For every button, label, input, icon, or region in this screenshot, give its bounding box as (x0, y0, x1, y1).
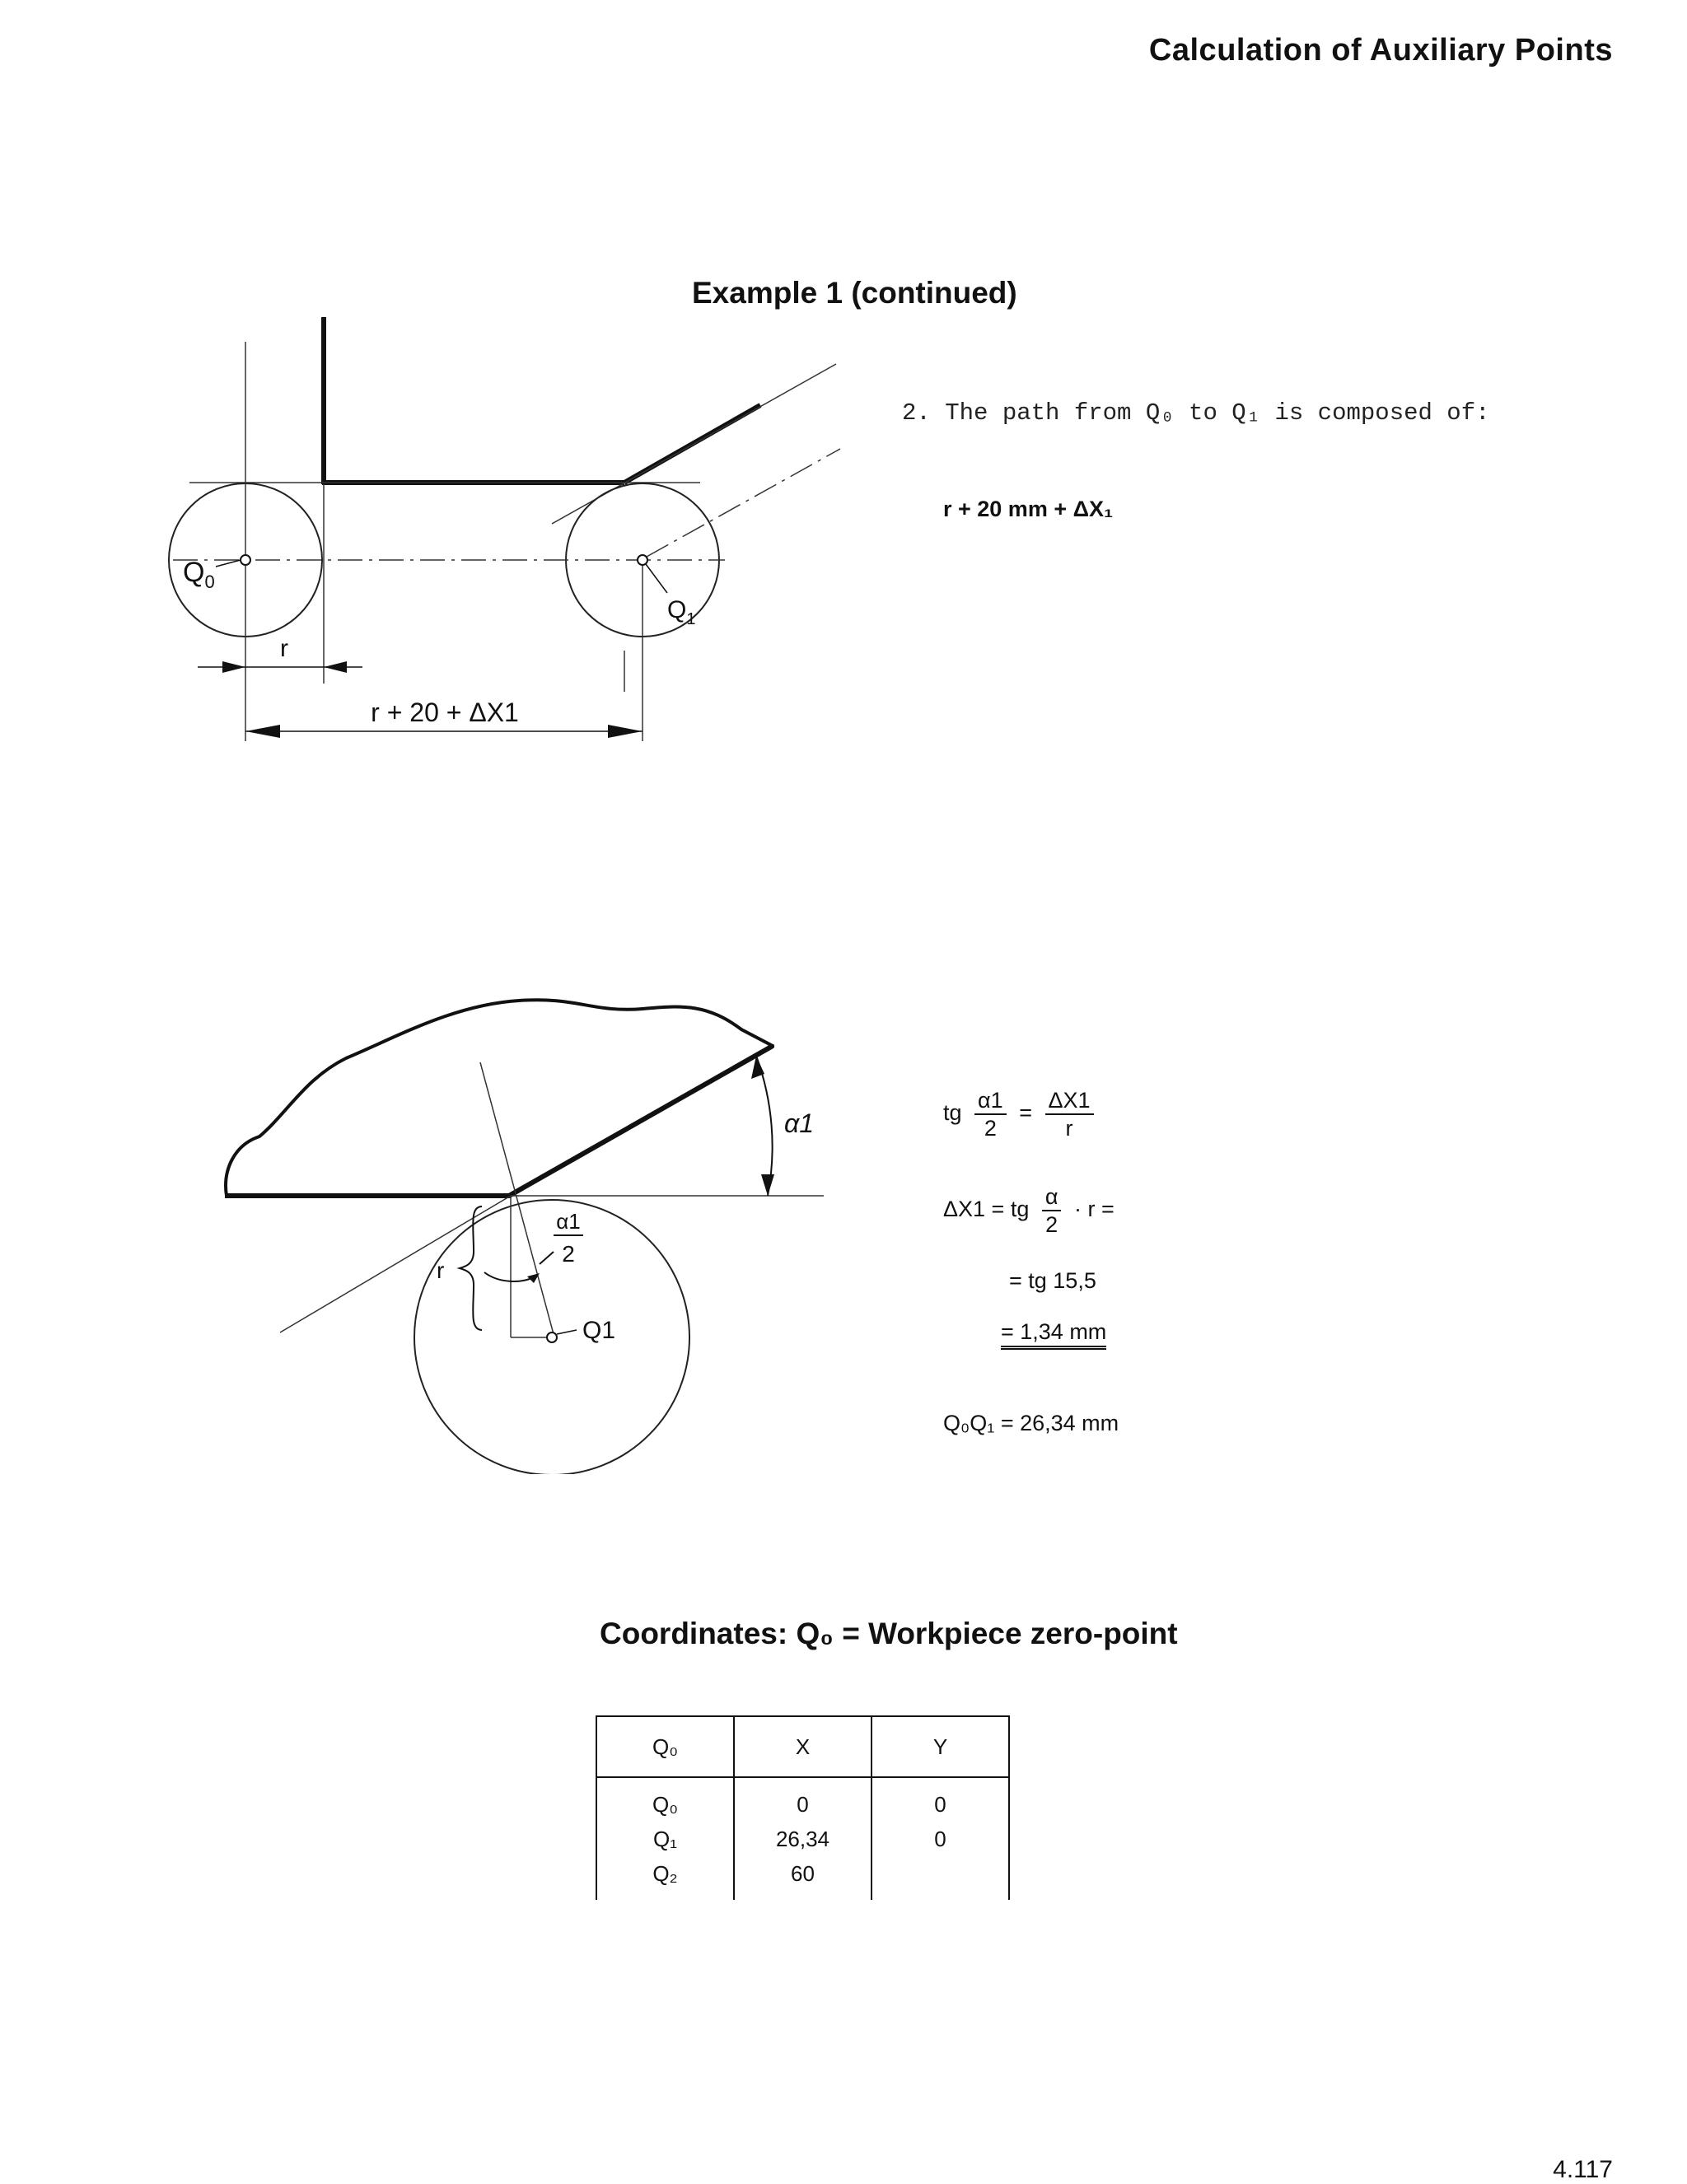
r-label: r (280, 635, 288, 662)
q1-label: Q1 (582, 1317, 616, 1344)
path-diagram (148, 305, 873, 766)
r-label: r (437, 1258, 445, 1283)
table-row: Q₂ 60 (596, 1856, 1009, 1900)
coordinates-table (596, 1715, 1010, 1900)
step2-text: 2. The path from Q₀ to Q₁ is composed of: (902, 399, 1490, 427)
table-row: Q₁ 26,34 0 (596, 1822, 1009, 1856)
angle-diagram (214, 980, 840, 1474)
calc-line1: tg $\frac{\alpha 1}{2}$ = $\frac{\Delta X1}{r}$ (943, 1087, 1101, 1141)
coordinates-title: Coordinates: Q₀ = Workpiece zero-point (600, 1617, 1178, 1650)
alpha-half-den: 2 (562, 1241, 575, 1267)
q0-label: $Q_0$ (183, 557, 215, 592)
page-number: 4.117 (1553, 2156, 1613, 2183)
calc-line2: ΔX1 = tg $\frac{\alpha}{2}$ · r = (943, 1184, 1115, 1237)
alpha-label: α1 (784, 1108, 815, 1138)
workpiece-slanted-edge (509, 1046, 773, 1196)
table-header: Y (872, 1716, 1009, 1777)
example-title: Example 1 (continued) (692, 276, 1017, 310)
q1-label: $Q_1$ (667, 596, 696, 628)
table-row: Q₀ 0 0 (596, 1777, 1009, 1822)
distance-label: r + 20 + ΔX1 (371, 698, 519, 727)
alpha-half-num: α1 (556, 1209, 581, 1234)
table-header: X (734, 1716, 872, 1777)
workpiece-outline (226, 1000, 773, 1196)
calc-line5: Q₀Q₁ = 26,34 mm (943, 1411, 1119, 1435)
step2-formula: r + 20 mm + ΔX₁ (943, 497, 1114, 521)
header-title: Calculation of Auxiliary Points (1148, 33, 1613, 68)
calc-line3: = tg 15,5 (1009, 1268, 1096, 1293)
calc-line4: = 1,34 mm (1001, 1319, 1190, 1345)
table-header: Q₀ (596, 1716, 734, 1777)
